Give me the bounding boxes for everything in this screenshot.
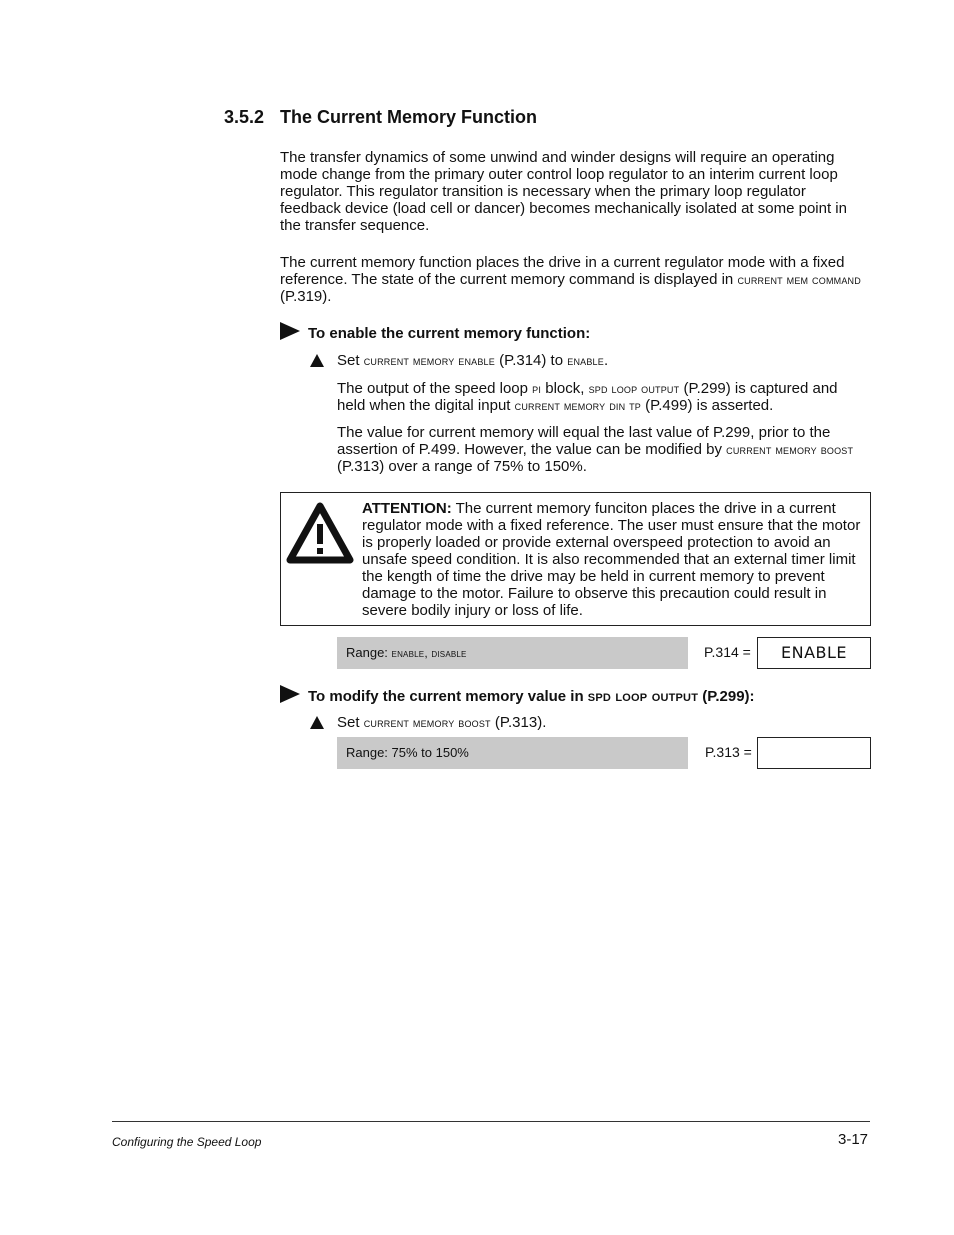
- step-enable-instruction: [337, 352, 867, 369]
- parameter-name: spd loop output: [588, 381, 680, 396]
- footer-page-number: 3-17: [838, 1131, 869, 1148]
- parameter-value: enable: [567, 353, 604, 368]
- speed-loop-output-description: [337, 380, 867, 414]
- param-label-p313: P.313 =: [705, 744, 752, 760]
- range-values: enable, disable: [391, 646, 467, 660]
- step-title: To modify the current memory value in: [308, 688, 588, 705]
- parameter-name: current memory enable: [363, 353, 495, 368]
- parameter-name: spd loop output: [587, 688, 699, 705]
- range-bar-p314: [337, 637, 688, 669]
- param-value-box-p313[interactable]: [757, 737, 871, 769]
- footer-chapter-title: Configuring the Speed Loop: [112, 1135, 262, 1149]
- attention-label: ATTENTION:: [362, 500, 452, 517]
- attention-message: The current memory funciton places the drive in a current regulator mode with a fixed reference. The user must ensure that the motor is properly loaded or provide external overspeed protection to avoid an unsafe speed condition. It is also recommended that an external timer limit the kength of time the drive may be held in current memory to prevent damage to the motor. Failure to observe this precaution could result in severe bodily injury or loss of life.: [362, 500, 861, 619]
- step-enable-heading: [280, 322, 590, 342]
- parameter-name: current mem command: [737, 272, 861, 287]
- step-modify-heading: [280, 685, 755, 705]
- param-label-p314: P.314 =: [704, 644, 751, 660]
- attention-text: [362, 500, 862, 619]
- section-heading: [224, 107, 537, 128]
- parameter-name: current memory boost: [726, 442, 854, 457]
- bullet-triangle-icon: [310, 716, 324, 729]
- step-title: To enable the current memory function:: [308, 325, 591, 342]
- section-title: The Current Memory Function: [280, 107, 538, 127]
- desc-text: (P.299) is captured and held when the digital input: [337, 380, 838, 414]
- step-arrow-icon: [280, 322, 300, 340]
- range-label: Range:: [346, 645, 392, 660]
- range-bar-p313: [337, 737, 688, 769]
- parameter-name: current memory boost: [363, 715, 491, 730]
- instruction-text: .: [603, 352, 609, 369]
- paragraph-text: The current memory function places the drive in a current regulator mode with a fixed reference. The state of the current memory command is displayed in: [280, 254, 845, 288]
- section-number: 3.5.2: [224, 107, 265, 127]
- parameter-name: current memory din tp: [514, 398, 642, 413]
- desc-text: (P.313) over a range of 75% to 150%.: [337, 458, 587, 475]
- param-value-box-p314[interactable]: ENABLE: [757, 637, 871, 669]
- instruction-text: Set: [337, 352, 364, 369]
- range-label: Range: 75% to 150%: [346, 745, 469, 760]
- step-arrow-icon: [280, 685, 300, 703]
- intro-paragraph: The transfer dynamics of some unwind and winder designs will require an operating mode change from the primary outer control loop regulator to an interim current loop regulator. This regulator transition is necessary when the primary loop regulator feedback device (load cell or dancer) becomes mechanically isolated at some point in the transfer sequence.: [280, 149, 847, 234]
- instruction-text: Set: [337, 714, 364, 731]
- instruction-text: (P.313).: [490, 714, 547, 731]
- desc-text: block,: [541, 380, 589, 397]
- step-title: (P.299):: [698, 688, 755, 705]
- function-paragraph: [280, 254, 870, 305]
- warning-triangle-icon: [286, 502, 354, 564]
- footer-divider: [112, 1121, 870, 1122]
- block-name: pi: [532, 381, 542, 396]
- bullet-triangle-icon: [310, 354, 324, 367]
- instruction-text: (P.314) to: [494, 352, 568, 369]
- attention-box: [280, 492, 871, 626]
- desc-text: The value for current memory will equal the last value of P.299, prior to the assertion of P.499. However, the value can be modified by: [337, 424, 831, 458]
- paragraph-text: (P.319).: [280, 288, 332, 305]
- desc-text: The output of the speed loop: [337, 380, 533, 397]
- current-memory-value-description: [337, 424, 867, 475]
- desc-text: (P.499) is asserted.: [641, 397, 774, 414]
- step-modify-instruction: [337, 714, 867, 731]
